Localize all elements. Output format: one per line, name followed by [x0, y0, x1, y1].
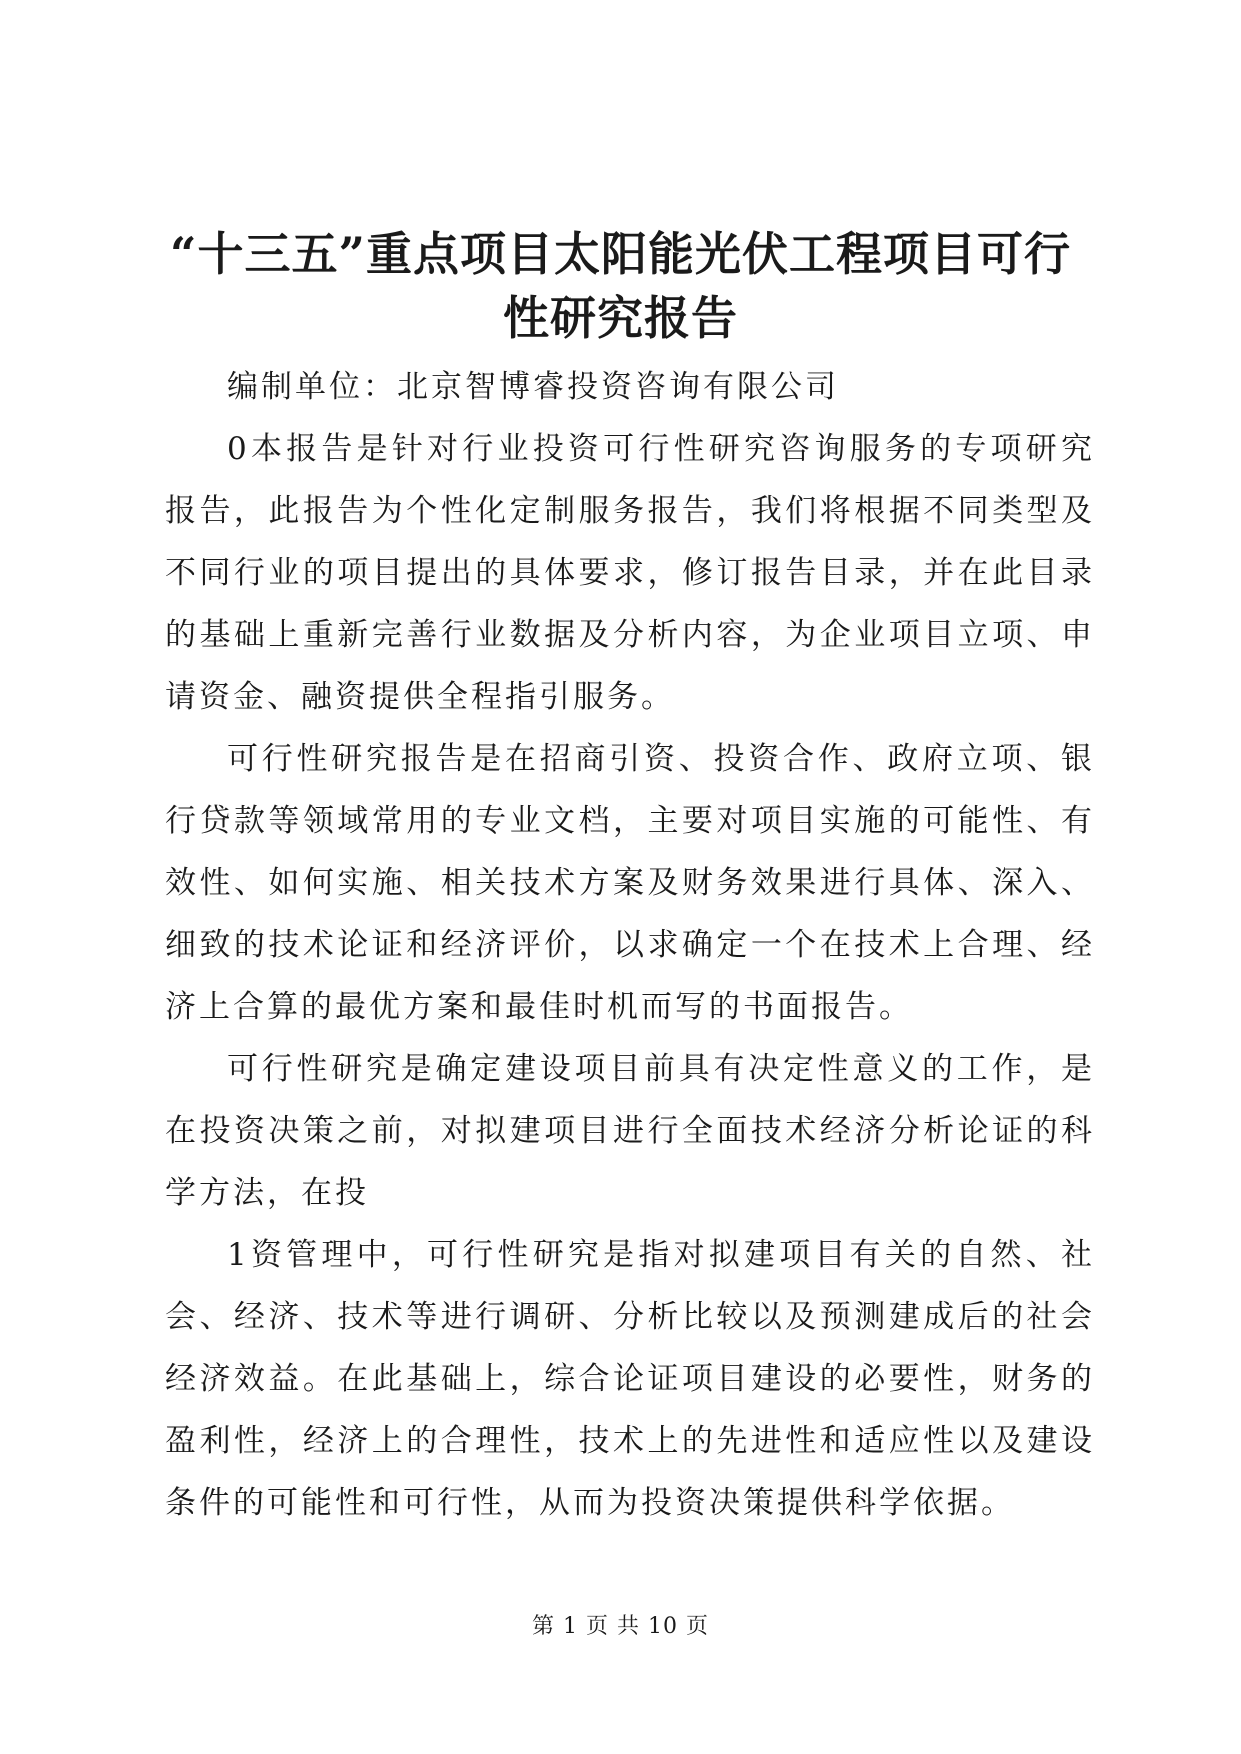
compiler-line: 编制单位：北京智博睿投资咨询有限公司 — [227, 369, 839, 405]
paragraph: 1资管理中，可行性研究是指对拟建项目有关的自然、社会、经济、技术等进行调研、分析比较以及预测建成后的社会经济效益。在此基础上，综合论证项目建设的必要性，财务的盈利性，经济上的合理性，技术上的先进性和适应性以及建设条件的可能性和可行性，从而为投资决策提供科学依据。 — [165, 1237, 1095, 1521]
paragraph: 可行性研究报告是在招商引资、投资合作、政府立项、银行贷款等领域常用的专业文档，主要对项目实施的可能性、有效性、如何实施、相关技术方案及财务效果进行具体、深入、细致的技术论证和经济评价，以求确定一个在技术上合理、经济上合算的最优方案和最佳时机而写的书面报告。 — [165, 741, 1095, 1025]
document-title — [160, 222, 1081, 350]
page-footer: 第 1 页 共 10 页 — [532, 1614, 709, 1639]
document-body — [165, 356, 1095, 1534]
title-line-1: “十三五”重点项目太阳能光伏工程项目可行 — [170, 227, 1071, 281]
paragraph: 0本报告是针对行业投资可行性研究咨询服务的专项研究报告，此报告为个性化定制服务报告，我们将根据不同类型及不同行业的项目提出的具体要求，修订报告目录，并在此目录的基础上重新完善行业数据及分析内容，为企业项目立项、申请资金、融资提供全程指引服务。 — [165, 431, 1095, 715]
title-line-2: 性研究报告 — [503, 291, 738, 345]
paragraph: 可行性研究是确定建设项目前具有决定性意义的工作，是在投资决策之前，对拟建项目进行全面技术经济分析论证的科学方法，在投 — [165, 1051, 1095, 1211]
